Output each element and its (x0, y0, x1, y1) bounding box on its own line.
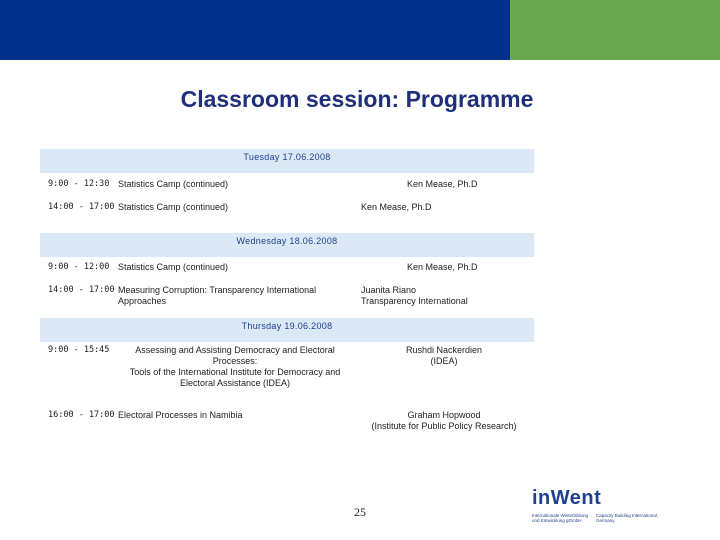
topic-line: Electoral Assistance (IDEA) (179, 378, 291, 388)
session-speaker (384, 345, 504, 367)
session-speaker (361, 285, 468, 307)
inwent-logo (532, 487, 672, 531)
speaker-line: Graham Hopwood (407, 410, 481, 420)
speaker-line: Juanita Riano (361, 285, 417, 295)
day-band-thursday (40, 318, 534, 342)
session-time: 9:00 - 12:00 (48, 262, 110, 272)
header-blue-bar (0, 0, 510, 60)
day-label: Tuesday 17.06.2008 (243, 152, 331, 162)
day-label: Thursday 19.06.2008 (241, 321, 333, 331)
topic-line: Processes: (212, 356, 258, 366)
speaker-line: (Institute for Public Policy Research) (371, 421, 517, 431)
session-topic (118, 285, 316, 307)
header-green-bar (510, 0, 720, 60)
session-topic (110, 345, 360, 389)
session-time: 9:00 - 15:45 (48, 345, 110, 355)
session-time: 16:00 - 17:00 (48, 410, 115, 420)
session-topic: Electoral Processes in Namibia (118, 410, 243, 420)
day-band-tuesday (40, 149, 534, 173)
topic-line: Approaches (118, 296, 167, 306)
topic-line: Assessing and Assisting Democracy and Electoral (135, 345, 335, 355)
topic-line: Tools of the International Institute for Democracy and (129, 367, 341, 377)
logo-tagline-left: Internationale Weiterbildung und Entwicklung gGmbH (532, 513, 588, 523)
session-time: 14:00 - 17:00 (48, 202, 115, 212)
speaker-line: Transparency International (361, 296, 468, 306)
page-number: 25 (354, 505, 366, 519)
speaker-line: Rushdi Nackerdien (405, 345, 483, 355)
session-time: 14:00 - 17:00 (48, 285, 115, 295)
day-band-wednesday (40, 233, 534, 257)
session-topic: Statistics Camp (continued) (118, 202, 229, 212)
session-speaker: Ken Mease, Ph.D (407, 179, 478, 189)
speaker-line: (IDEA) (430, 356, 458, 366)
day-label: Wednesday 18.06.2008 (236, 236, 338, 246)
logo-tagline-right: Capacity Building International, Germany (596, 513, 659, 523)
session-topic: Statistics Camp (continued) (118, 179, 229, 189)
page-title: Classroom session: Programme (180, 86, 534, 112)
session-speaker: Ken Mease, Ph.D (407, 262, 478, 272)
session-time: 9:00 - 12:30 (48, 179, 110, 189)
session-topic: Statistics Camp (continued) (118, 262, 229, 272)
session-speaker (360, 410, 528, 432)
topic-line: Measuring Corruption: Transparency International (118, 285, 317, 295)
logo-wordmark: inWent (532, 487, 602, 509)
session-speaker: Ken Mease, Ph.D (361, 202, 432, 212)
